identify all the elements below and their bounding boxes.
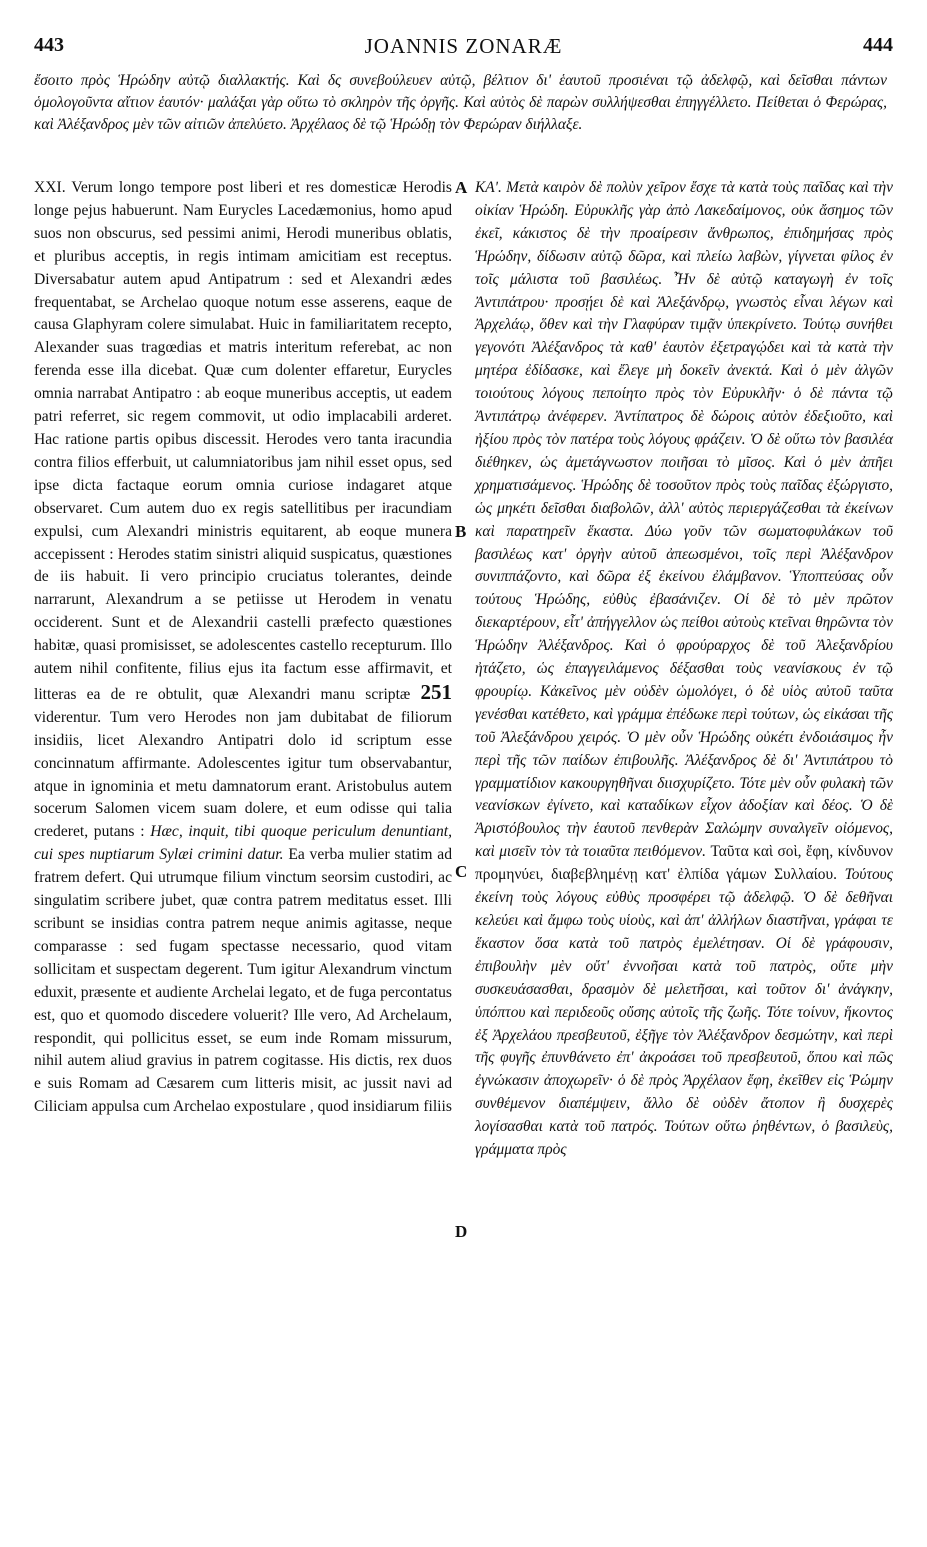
latin-text-part1: XXI. Verum longo tempore post liberi et res domesticæ Herodis longe pejus habuerunt. Nam Eurycles Lacedæmonius, homo apud suos non obscurus, sed pessimi animi, Herodi muneribus oblatis, et pluribus acceptis, in regis intimam amicitiam est receptus. Diversabatur autem apud Antipatrum : sed et Alexandri ædes frequentabat, se Archelao quoque notum esse asserens, eaque de causa Glaphyram colere simulabat. Huic in familiaritatem recepto, Alexander suas tragœdias et matris interitum referebat, ac non ferenda esse illa dicebat. Quæ cum dolenter effaretur, Eurycles omnia narrabat Antipatro : ab eoque muneribus acceptis, ut eadem patri referret, sic regem commovit, ut odio implacabili arderet. Hac ratione partis opibus discessit. Herodes vero tanta iracundia contra filios efferbuit, ut calumniatoribus jam nihil esset opus, sed ipse dicta factaque eorum omnia curiose indagaret atque observaret. Cum autem duo ex regis satellitibus per iracundiam expulsi, cum Alexandri ministris equitarent, ab eoque munera accepissent : Herodes statim sinistri aliquid suspicatus, quæstiones de iis habuit. Ii vero principio cruciatus tolerantes, deinde narrarunt, Alexandrum a se petiisse ut Herodem in venatu occiderent. Sunt et de Alexandrii castelli præfecto quæstiones habitæ, quasi promisisset, se adolescentes castello recepturum. Illo autem nihil confitente, filius ejus ita factum esse affirmavit, et litteras ea de re obtulit, quæ Alexandri manu scriptæ bbox=[34, 179, 452, 703]
greek-column bbox=[475, 177, 893, 1162]
top-greek-text: ἔσοιτο πρὸς Ἡρώδην αὐτῷ διαλλακτής. Καὶ δς συνεβούλευεν αὐτῷ, βέλτιον δι' ἑαυτοῦ προσιέναι τῷ ἀδελφῷ, καὶ δεῖσθαι πάντων ὁμολογοῦντα αἴτιον ἑαυτόν· μαλάξαι γὰρ οὕτω τὸ σκληρὸν τῆς ὀργῆς. Καὶ αὐτὸς δὲ παρὼν συλλήψεσθαι ἐπηγγέλλετο. Πείθεται ὁ Φερώρας, καὶ Ἀλέξανδρος μὲν τῶν αἰτιῶν ἀπελύετο. Ἀρχέλαος δὲ τῷ Ἡρώδῃ τὸν Φερώραν διήλλαξε. bbox=[34, 72, 887, 133]
page-header bbox=[34, 34, 893, 62]
section-marker-b: B bbox=[455, 522, 467, 541]
greek-text-part1: ΚΑʹ. Μετὰ καιρὸν δὲ πολὺν χεῖρον ἔσχε τὰ κατὰ τοὺς παῖδας καὶ τὴν οἰκίαν Ἡρώδη. Εὐρυκλῆς γὰρ ἀπὸ Λακεδαίμονος, οὐκ ἄσημος τῶν ἐκεῖ, κάκιστος δὲ τὴν προαίρεσιν ἄνθρωπος, ἐπιδημήσας πρὸς Ἡρώδην, δίδωσιν αὐτῷ δῶρα, καὶ πλείω λαβὼν, γίγνεται φίλος ἐν τοῖς μάλιστα τοῦ βασιλέως. Ἦν δὲ αὐτῷ καταγωγὴ ἐν τοῖς Ἀντιπάτρου· προσῄει δὲ καὶ Ἀλεξάνδρῳ, γνωστὸς εἶναι λέγων καὶ Ἀρχελάῳ, ὅθεν καὶ τὴν Γλαφύραν τιμᾷν ὑπεκρίνετο. Τούτῳ συνήθει γεγονότι Ἀλέξανδρος τὰ καθ' ἑαυτὸν ἐξετραγῴδει καὶ τὰ κατὰ τὴν μητέρα ἐδίδασκε, καὶ ἔλεγε μὴ δοκεῖν ἀνεκτά. Καὶ ὁ μὲν ἀλγῶν τοιούτους λόγους πεποίητο πρὸς τὸν Εὐρυκλῆν· ὁ δὲ πάντα τῷ Ἀντιπάτρῳ ἀνέφερεν. Ἀντίπατρος δὲ δώροις αὐτὸν ἐδεξιοῦτο, καὶ ἠξίου πρὸς τὸν πατέρα τοὺς λόγους φράζειν. Ὁ δὲ οὕτω τὸν βασιλέα διέθηκεν, ὡς ἀμετάγνωστον ποιῆσαι τὸ μῖσος. Καὶ ὁ μὲν ἀπῆει χρηματισάμενος. Ἡρώδης δὲ τοσοῦτον πρὸς τοὺς παῖδας ἐξώργιστο, ὡς μηκέτι δεῖσθαι διαβολῶν, ἀλλ' αὐτὸς περιεργάζεσθαι τὰ ἐκείνων καὶ παρατηρεῖν ἕκαστα. Δύω γοῦν τῶν σωματοφυλάκων τοῦ βασιλέως κατ' ὀργὴν αὐτοῦ ἀπεωσμένοι, τοῖς περὶ Ἀλέξανδρον συνιππάζοντο, καὶ δῶρα ἐξ ἐκείνου ἐλάμβανον. Ὑποπτεύσας οὖν τούτους Ἡρώδης, εὐθὺς ἐβασάνιζεν. Οἱ δὲ τὸ μὲν πρῶτον διεκαρτέρουν, εἶτ' ἀπήγγελλον ὡς πείθοι αὐτοὺς κτεῖναι θηρῶντα τὸν Ἡρώδην Ἀλέξανδρος. Καὶ ὁ φρούραρχος δὲ τοῦ Ἀλεξανδρίου ἠτάζετο, ὡς ἐπαγγειλάμενος δέξασθαι τοὺς νεανίσκους ἐν τῷ φρουρίῳ. Κἀκεῖνος μὲν οὐδὲν ὡμολόγει, ὁ δὲ υἱὸς αὐτοῦ ταῦτα γενέσθαι κατέθετο, καὶ γράμμα ἐπέδωκε περὶ τούτων, ὡς εἰκάσαι τῆς τοῦ Ἀλεξάνδρου χειρός. Ὁ μὲν οὖν Ἡρώδης οὐκέτι ἐνδοιάσιμος ἦν περὶ τῆς τῶν παίδων ἐπιβουλῆς. Ἀλέξανδρος δὲ δι' Ἀντιπάτρου τὸ γραμματίδιον κακουργηθῆναι διισχυρίζετο. Τότε μὲν οὖν φυλακὴ τῶν νεανίσκων ἐγίνετο, καὶ καταδίκων εἶχον ἀδοξίαν καὶ δέος. Ὁ δὲ Ἀριστόβουλος τὴν ἑαυτοῦ πενθερὰν Σαλώμην συναλγεῖν οἰόμενος, καὶ μισεῖν τὸν τὰ τοιαῦτα πειθόμενον. bbox=[475, 179, 893, 861]
greek-quote: Ταῦτα καὶ σοὶ, ἔφη, κίνδυνον προμηνύει, διαβεβλημένῃ κατ' ἐλπίδα γάμων Συλλαίου. bbox=[475, 843, 893, 884]
latin-column bbox=[34, 177, 452, 1119]
latin-text-part3: Ea verba mulier statim ad fratrem defert. Qui utrumque filium vinctum seorsim custodiri, ac singulatim scribere jubet, quæ contra patrem meditatus esset. Illi scribunt se insidias contra patrem neque animis agitasse, neque comparasse : sed fugam spectasse necessario, quod vitam sollicitam et suspectam degerent. Tum igitur Alexandrum vinctum eduxit, præsente et audiente Archelai legato, et de fuga percontatus est, quo et quomodo discedere voluerit? Ille vero, Ad Archelaum, respondit, qui pollicitus esset, se eum inde Romam missurum, nihil autem aliud gravius in patrem cogitasse. His dictis, rex duos e suis Romam ad Cæsarem cum litteris misit, ac jussit navi ad Ciliciam appulsa cum Archelao expostulare , quod insidiarum filiis bbox=[34, 846, 453, 1116]
page-number-right: 444 bbox=[863, 34, 893, 56]
latin-quote: Hæc, inquit, tibi quoque periculum denuntiant, cui spes nuptiarum Sylæi crimini datur. bbox=[34, 823, 452, 864]
latin-paragraph bbox=[34, 177, 452, 1119]
running-head: JOANNIS ZONARÆ bbox=[364, 34, 563, 58]
top-greek-paragraph bbox=[34, 70, 887, 136]
section-marker-d: D bbox=[455, 1222, 468, 1241]
greek-text-part2: Τούτους ἐκείνη τοὺς λόγους εὐθὺς προσφέρει τῷ ἀδελφῷ. Ὁ δὲ δεθῆναι κελεύει καὶ ἄμφω τοὺς υἱοὺς, καὶ ἀπ' ἀλλήλων διαστῆναι, γράφαι τε ἕκαστον ὅσα κατὰ τοῦ πατρὸς ἐμελέτησαν. Οἱ δὲ γράφουσιν, ἐπιβουλὴν μὲν οὔτ' ἐννοῆσαι κατὰ τοῦ πατρὸς, οὔτε μὴν συσκευάσασθαι, δρασμὸν δὲ μελετῆσαι, καὶ τοῦτον δι' ἀνάγκην, ὑπόπτου καὶ περιδεοῦς οὔσης αὐτοῖς τῆς ζωῆς. Τότε τοίνυν, ἥκοντος ἐξ Ἀρχελάου πρεσβευτοῦ, ἐξῆγε τὸν Ἀλέξανδρον δεσμώτην, καὶ περὶ τῆς φυγῆς ἐπυνθάνετο ἐπ' ἀκροάσει τοῦ πρεσβευτοῦ, ὅπου καὶ πῶς ἐγνώκασιν ἀποχωρεῖν· ὁ δὲ πρὸς Ἀρχέλαον ἔφη, ἐκεῖθεν εἰς Ῥώμην συνθέμενον διαπέμψειν, ἄλλο δὲ οὐδὲν ἄτοπον ἢ δυσχερὲς λογίσασθαι κατὰ τοῦ πατρός. Τούτων οὕτω ῥηθέντων, ὁ βασιλεὺς, γράμματα πρὸς bbox=[475, 866, 893, 1159]
greek-paragraph bbox=[475, 177, 893, 1162]
section-marker-a: A bbox=[455, 178, 468, 197]
section-marker-c: C bbox=[455, 862, 468, 881]
page-number-left: 443 bbox=[34, 34, 64, 56]
latin-text-part2: viderentur. Tum vero Herodes non jam dubitabat de filiorum insidiis, licet Alexandro Antipatri dolo id scriptum esse concinnatum affirmante. Adolescentes igitur tum observabantur, atque in ignominia et metu damnatorum erant. Aristobulus autem socerum Salomen vicem suam dolere, et eum odisse qui talia crederet, putans : bbox=[34, 708, 452, 841]
folio-number: 251 bbox=[420, 679, 452, 704]
